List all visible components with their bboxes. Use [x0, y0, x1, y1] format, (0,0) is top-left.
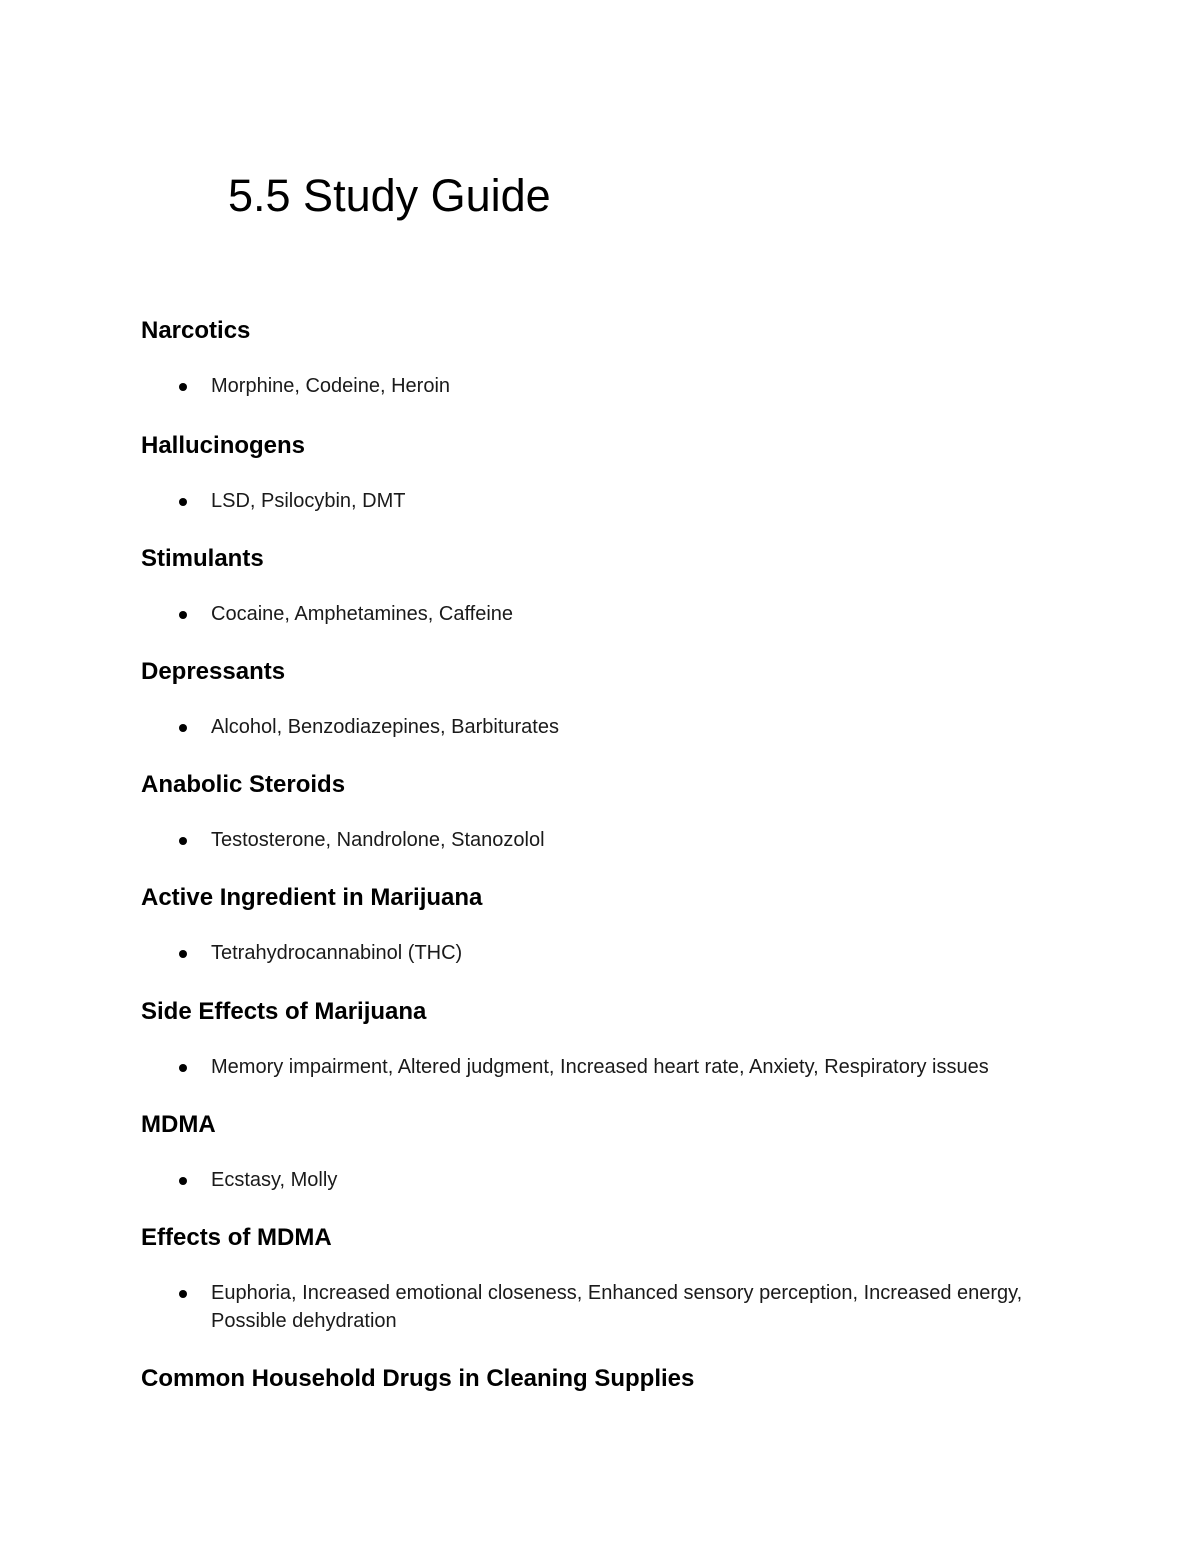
document-title: 5.5 Study Guide: [228, 170, 551, 221]
section-mdma: [141, 1110, 1071, 1194]
section-heading: Depressants: [141, 658, 286, 685]
list-item-text: Memory impairment, Altered judgment, Increased heart rate, Anxiety, Respiratory issues: [211, 1056, 989, 1078]
bullet-icon: [179, 724, 187, 732]
bullet-icon: [179, 950, 187, 958]
section-heading: Active Ingredient in Marijuana: [141, 884, 483, 911]
list-item: [141, 939, 1071, 967]
list-item-text: Tetrahydrocannabinol (THC): [211, 942, 463, 964]
section-stimulants: [141, 544, 1071, 628]
list-item-text: LSD, Psilocybin, DMT: [211, 490, 406, 512]
section-household-drugs: [141, 1364, 1071, 1394]
list-item: [141, 372, 1071, 400]
section-heading: Narcotics: [141, 317, 251, 344]
list-item: [141, 1166, 1071, 1194]
section-heading: Common Household Drugs in Cleaning Supplies: [141, 1365, 695, 1392]
list-item-text: Alcohol, Benzodiazepines, Barbiturates: [211, 716, 559, 738]
list-item: [141, 826, 1071, 854]
list-item-text: Ecstasy, Molly: [211, 1169, 338, 1191]
bullet-icon: [179, 1177, 187, 1185]
section-heading: MDMA: [141, 1111, 216, 1138]
section-mdma-effects: [141, 1223, 1031, 1335]
list-item: [141, 600, 1071, 628]
bullet-icon: [179, 1290, 187, 1298]
section-heading: Anabolic Steroids: [141, 771, 346, 798]
list-item-text: Euphoria, Increased emotional closeness, Enhanced sensory perception, Increased energy, Possible dehydration: [211, 1282, 1023, 1332]
section-anabolic-steroids: [141, 770, 1071, 854]
list-item: [141, 1053, 1071, 1081]
section-narcotics: [141, 316, 1071, 400]
section-hallucinogens: [141, 431, 1071, 515]
section-heading: Stimulants: [141, 545, 264, 572]
section-heading: Effects of MDMA: [141, 1224, 332, 1251]
section-heading: Hallucinogens: [141, 432, 306, 459]
section-depressants: [141, 657, 1071, 741]
list-item-text: Testosterone, Nandrolone, Stanozolol: [211, 829, 545, 851]
section-marijuana-ingredient: [141, 883, 1071, 967]
bullet-icon: [179, 1064, 187, 1072]
bullet-icon: [179, 611, 187, 619]
bullet-icon: [179, 383, 187, 391]
list-item-text: Morphine, Codeine, Heroin: [211, 375, 451, 397]
bullet-icon: [179, 498, 187, 506]
list-item: [141, 713, 1071, 741]
list-item-text: Cocaine, Amphetamines, Caffeine: [211, 603, 514, 625]
bullet-icon: [179, 837, 187, 845]
section-marijuana-side-effects: [141, 997, 1071, 1081]
list-item: [141, 487, 1071, 515]
section-heading: Side Effects of Marijuana: [141, 998, 427, 1025]
list-item: [141, 1279, 1031, 1335]
